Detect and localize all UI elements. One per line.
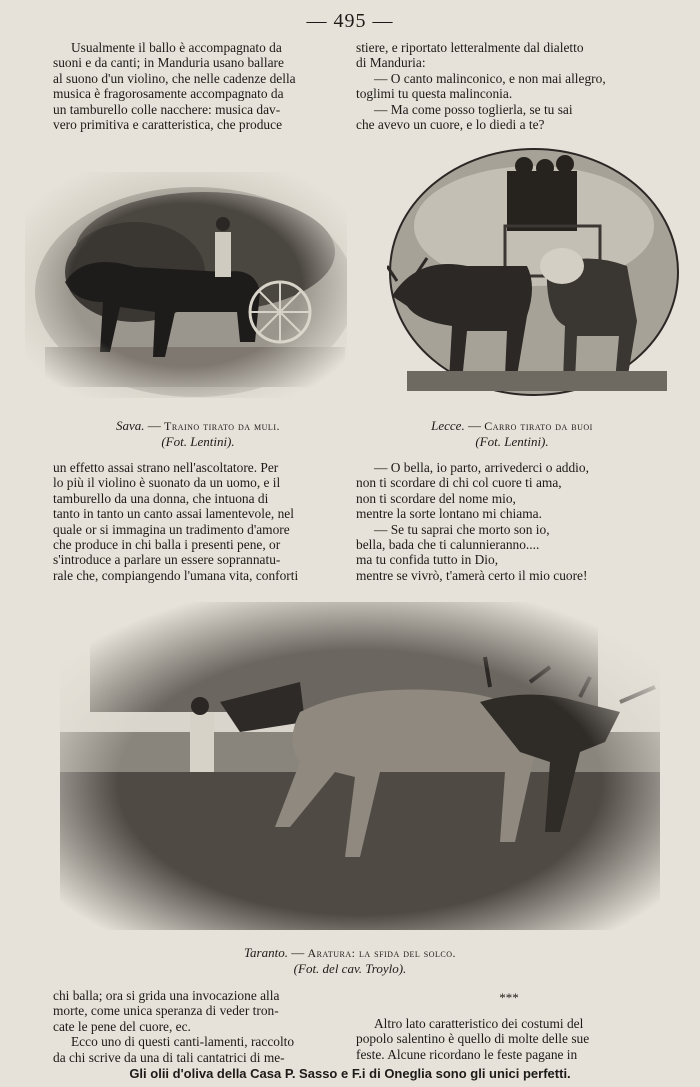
text-line: vero primitiva e caratteristica, che produce: [53, 117, 283, 133]
text-line: Usualmente il ballo è accompagnato da: [71, 40, 282, 55]
caption-source: (Fot. Lentini).: [161, 434, 235, 449]
text-line: non ti scordare di chi col cuore ti ama,: [356, 475, 562, 491]
column-bottom-right: [356, 1016, 662, 1062]
column-bottom-left: [53, 988, 343, 1065]
caption-source: (Fot. del cav. Troylo).: [293, 961, 407, 976]
text-line: cate le pene del cuore, ec.: [53, 1018, 191, 1034]
text-line: popolo salentino è quello di molte delle sue: [356, 1031, 590, 1047]
text-line: chi balla; ora si grida una invocazione alla: [53, 988, 280, 1003]
text-line: che produce in chi balla i presenti pene, or: [53, 537, 281, 553]
caption-lecce: Lecce. — Carro tirato da buoi (Fot. Lentini).: [362, 418, 662, 449]
text-line: che avevo un cuore, e lo diedi a te?: [356, 117, 545, 133]
column-top-right: [356, 40, 662, 132]
caption-taranto: Taranto. — Aratura: la sfida del solco. (Fot. del cav. Troylo).: [100, 945, 600, 976]
text-line: Altro lato caratteristico dei costumi del: [374, 1016, 584, 1031]
text-line: tanto in tanto un canto assai lamentevole, nel: [53, 506, 294, 522]
text-line: feste. Alcune ricordano le feste pagane in: [356, 1046, 578, 1062]
text-line: toglimi tu questa malinconia.: [356, 86, 513, 102]
text-line: un tamburello colle nacchere: musica dav-: [53, 101, 281, 117]
caption-place: Taranto.: [243, 945, 288, 960]
column-middle-right: [356, 460, 662, 583]
column-top-left: [53, 40, 343, 132]
photo-mule-cart: [25, 172, 347, 398]
text-line: morte, come unica speranza di veder tron-: [53, 1003, 279, 1019]
text-line: da chi scrive da una di tali cantatrici di me-: [53, 1049, 285, 1065]
text-line: quale or si immagina un tradimento d'amore: [53, 521, 290, 537]
section-stars: ***: [499, 990, 519, 1005]
text-line: un effetto assai strano nell'ascoltatore. Per: [53, 460, 279, 475]
caption-sava: Sava. — Traino tirato da muli. (Fot. Lentini).: [53, 418, 343, 449]
text-line: di Manduria:: [356, 55, 426, 71]
text-line: stiere, e riportato letteralmente dal dialetto: [356, 40, 584, 55]
caption-place: Sava.: [116, 418, 145, 433]
text-line: Ecco uno di questi canti-lamenti, raccolto: [71, 1034, 295, 1050]
text-line: musica è fragorosamente accompagnato da: [53, 86, 284, 102]
text-line: — O canto malinconico, e non mai allegro,: [374, 70, 606, 86]
text-line: s'introduce a parlare un essere soprannatu-: [53, 552, 281, 568]
caption-source: (Fot. Lentini).: [475, 434, 549, 449]
column-middle-left: [53, 460, 343, 583]
text-line: — O bella, io parto, arrivederci o addio,: [374, 460, 589, 475]
text-line: suoni e da canti; in Manduria usano ballare: [53, 55, 284, 71]
text-line: tamburello da una donna, che intuona di: [53, 490, 269, 506]
text-line: non ti scordare del nome mio,: [356, 490, 516, 506]
text-line: mentre se vivrò, t'amerà certo il mio cuore!: [356, 567, 588, 583]
caption-place: Lecce.: [431, 418, 465, 433]
text-line: ma tu confida tutto in Dio,: [356, 552, 499, 568]
caption-title: Aratura: la sfida del solco.: [307, 946, 457, 960]
photo-ploughing: [60, 602, 660, 930]
page-number: — 495 —: [306, 10, 394, 32]
text-line: — Se tu saprai che morto son io,: [374, 521, 550, 537]
text-line: — Ma come posso toglierla, se tu sai: [374, 101, 573, 117]
text-line: rale che, compiangendo l'umana vita, conforti: [53, 567, 299, 583]
footer-advertisement: Gli olii d'oliva della Casa P. Sasso e F.i di Oneglia sono gli unici perfetti.: [129, 1066, 571, 1081]
text-line: al suono d'un violino, che nelle cadenze della: [53, 70, 296, 86]
photo-ox-cart: [387, 146, 681, 398]
text-line: mentre la sorte lontano mi chiama.: [356, 506, 542, 522]
caption-title: Carro tirato da buoi: [484, 419, 593, 433]
text-line: lo più il violino è suonato da un uomo, e il: [53, 475, 281, 491]
caption-title: Traino tirato da muli.: [164, 419, 280, 433]
text-line: bella, bada che ti calunnieranno....: [356, 537, 540, 553]
